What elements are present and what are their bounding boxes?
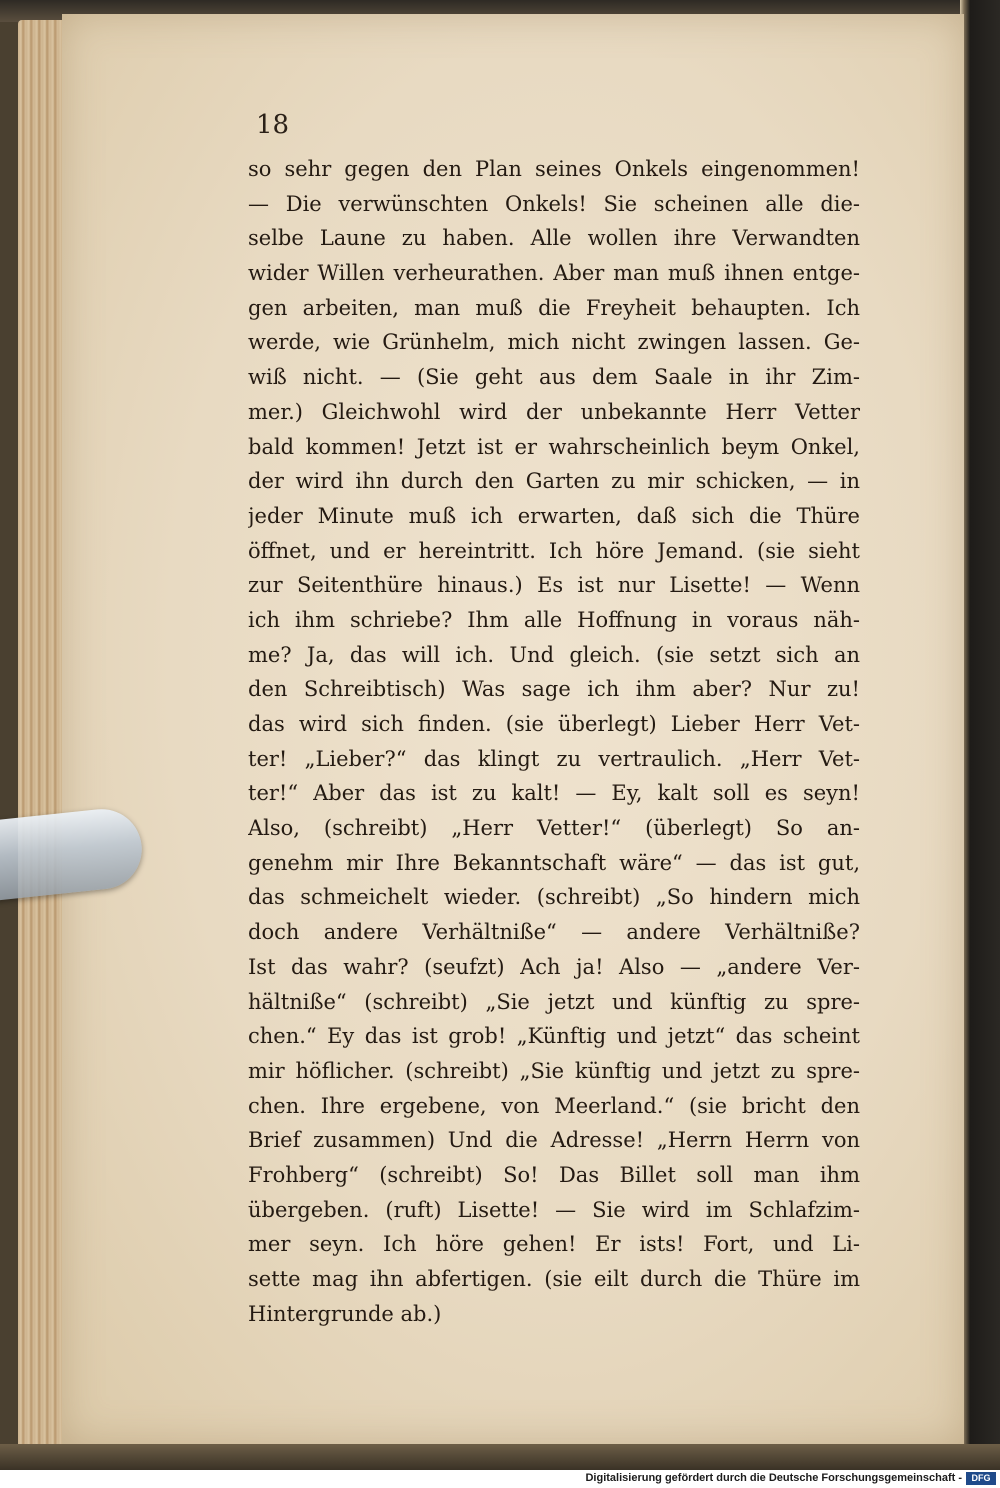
text-line: Also, (schreibt) „Herr Vetter!“ (überlegt) So an- xyxy=(248,816,860,841)
text-line: hältniße“ (schreibt) „Sie jetzt und künftig zu spre- xyxy=(248,989,860,1014)
text-line: das schmeichelt wieder. (schreibt) „So hindern mich xyxy=(248,885,860,910)
text-line: sette mag ihn abfertigen. (sie eilt durch die Thüre im xyxy=(248,1267,860,1291)
text-line: Brief zusammen) Und die Adresse! „Herrn Herrn von xyxy=(248,1128,860,1153)
text-line: zur Seitenthüre hinaus.) Es ist nur Lisette! — Wenn xyxy=(248,573,860,598)
page-text xyxy=(248,152,860,1331)
text-line: ter! „Lieber?“ das klingt zu vertraulich. „Herr Vet- xyxy=(248,746,860,771)
text-line: den Schreibtisch) Was sage ich ihm aber? Nur zu! xyxy=(248,677,860,702)
text-line: Frohberg“ (schreibt) So! Das Billet soll man ihm xyxy=(248,1162,860,1187)
text-line: der wird ihn durch den Garten zu mir schicken, — in xyxy=(248,469,860,494)
text-line: genehm mir Ihre Bekanntschaft wäre“ — das ist gut, xyxy=(248,850,860,875)
text-line: mir höflicher. (schreibt) „Sie künftig und jetzt zu spre- xyxy=(248,1058,860,1083)
text-line: öffnet, und er hereintritt. Ich höre Jemand. (sie sieht xyxy=(248,538,860,563)
dfg-logo-icon: DFG xyxy=(966,1472,996,1485)
text-line: so sehr gegen den Plan seines Onkels eingenommen! xyxy=(248,157,860,181)
text-line: werde, wie Grünhelm, mich nicht zwingen lassen. Ge- xyxy=(248,330,860,355)
text-line: bald kommen! Jetzt ist er wahrscheinlich beym Onkel, xyxy=(248,434,860,459)
text-line: gen arbeiten, man muß die Freyheit behaupten. Ich xyxy=(248,295,860,320)
page-number: 18 xyxy=(256,110,290,140)
text-line: mer seyn. Ich höre gehen! Er ists! Fort, und Li- xyxy=(248,1232,860,1257)
book-spine-edge xyxy=(960,0,1000,1470)
text-line: selbe Laune zu haben. Alle wollen ihre Verwandten xyxy=(248,226,860,251)
text-line: chen. Ihre ergebene, von Meerland.“ (sie bricht den xyxy=(248,1093,860,1118)
text-line: wider Willen verheurathen. Aber man muß ihnen entge- xyxy=(248,261,860,286)
text-line: chen.“ Ey das ist grob! „Künftig und jetzt“ das scheint xyxy=(248,1024,860,1049)
text-line: wiß nicht. — (Sie geht aus dem Saale in ihr Zim- xyxy=(248,365,860,390)
text-line: me? Ja, das will ich. Und gleich. (sie setzt sich an xyxy=(248,642,860,667)
text-line: ich ihm schriebe? Ihm alle Hoffnung in voraus näh- xyxy=(248,607,860,632)
text-line: ter!“ Aber das ist zu kalt! — Ey, kalt soll es seyn! xyxy=(248,781,860,806)
text-line: jeder Minute muß ich erwarten, daß sich die Thüre xyxy=(248,503,860,528)
text-line: übergeben. (ruft) Lisette! — Sie wird im Schlafzim- xyxy=(248,1197,860,1222)
text-line: — Die verwünschten Onkels! Sie scheinen alle die- xyxy=(248,191,860,216)
funding-credit: Digitalisierung gefördert durch die Deutsche Forschungsgemeinschaft - xyxy=(585,1472,962,1484)
text-line: mer.) Gleichwohl wird der unbekannte Herr Vetter xyxy=(248,399,860,424)
footer-bar xyxy=(0,1470,1000,1488)
text-line: doch andere Verhältniße“ — andere Verhältniße? xyxy=(248,920,860,945)
text-line: Ist das wahr? (seufzt) Ach ja! Also — „andere Ver- xyxy=(248,954,860,979)
text-line: das wird sich finden. (sie überlegt) Lieber Herr Vet- xyxy=(248,712,860,736)
text-line: Hintergrunde ab.) xyxy=(248,1301,442,1326)
scanner-bottom-edge xyxy=(0,1444,1000,1470)
